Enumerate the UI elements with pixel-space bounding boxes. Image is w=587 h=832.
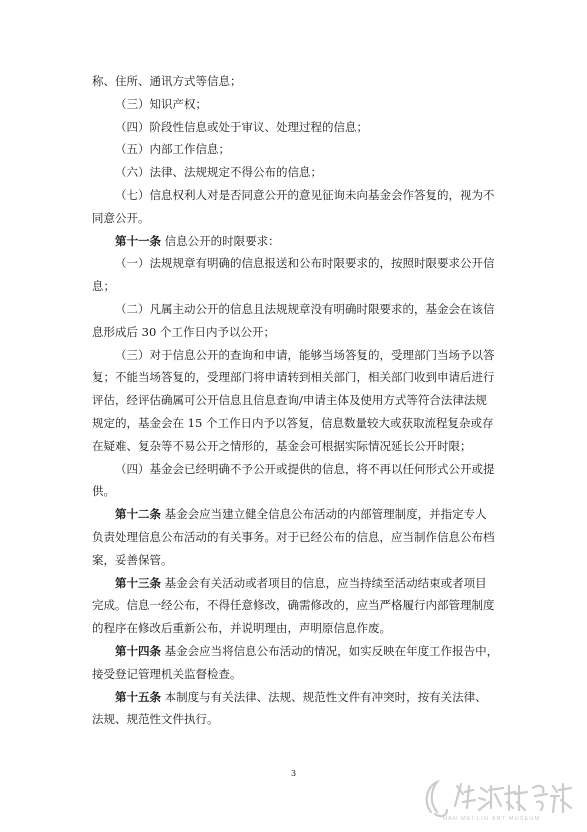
text-line bbox=[92, 663, 512, 686]
text-line bbox=[92, 640, 512, 663]
text-line bbox=[92, 70, 512, 93]
line-text: （五）内部工作信息； bbox=[115, 142, 230, 157]
text-line bbox=[92, 184, 512, 207]
text-line bbox=[92, 480, 512, 503]
text-line bbox=[92, 116, 512, 139]
line-text: 供。 bbox=[92, 484, 115, 499]
line-text: （七）信息权利人对是否同意公开的意见征询未向基金会作答复的，视为不 bbox=[115, 187, 495, 202]
line-text: 基金会应当将信息公布活动的情况，如实反映在年度工作报告中， bbox=[164, 643, 499, 658]
line-text: 复；不能当场答复的，受理部门将申请转到相关部门，相关部门收到申请后进行 bbox=[92, 370, 495, 385]
line-text: （六）法律、法规规定不得公布的信息； bbox=[115, 165, 322, 180]
text-line bbox=[92, 138, 512, 161]
line-text: 完成。信息一经公布，不得任意修改，确需修改的，应当严格履行内部管理制度 bbox=[92, 598, 495, 613]
line-text: 息； bbox=[92, 279, 115, 294]
text-line bbox=[92, 435, 512, 458]
line-text: （四）基金会已经明确不予公开或提供的信息，将不再以任何形式公开或提 bbox=[115, 461, 495, 476]
text-line bbox=[92, 389, 512, 412]
line-text: 信息公开的时限要求： bbox=[164, 233, 280, 248]
line-text: 法规、规范性文件执行。 bbox=[92, 712, 219, 727]
text-line bbox=[92, 230, 512, 253]
text-line bbox=[92, 344, 512, 367]
line-text: 负责处理信息公布活动的有关事务。对于已经公布的信息，应当制作信息公布档 bbox=[92, 529, 495, 544]
text-line bbox=[92, 686, 512, 709]
text-line bbox=[92, 161, 512, 184]
text-line bbox=[92, 93, 512, 116]
line-text: 规定的，基金会在 15 个工作日内予以答复，信息数量较大或获取流程复杂或存 bbox=[92, 415, 494, 430]
line-text: 基金会有关活动或者项目的信息，应当持续至活动结束或者项目 bbox=[164, 575, 487, 590]
line-text: 评估，经评估确属可公开信息且信息查询/申请主体及使用方式等符合法律法规 bbox=[92, 393, 487, 408]
text-line bbox=[92, 321, 512, 344]
line-text: （三）知识产权； bbox=[115, 96, 207, 111]
document-body bbox=[92, 70, 512, 731]
text-line bbox=[92, 412, 512, 435]
line-text: 息形成后 30 个工作日内予以公开； bbox=[92, 324, 275, 339]
text-line bbox=[92, 207, 512, 230]
text-line bbox=[92, 617, 512, 640]
line-text: （四）阶段性信息或处于审议、处理过程的信息； bbox=[115, 119, 368, 134]
text-line bbox=[92, 594, 512, 617]
article-heading: 第十四条 bbox=[115, 643, 161, 658]
line-text: （三）对于信息公开的查询和申请，能够当场答复的，受理部门当场予以答 bbox=[115, 347, 495, 362]
text-line bbox=[92, 708, 512, 731]
line-text: 同意公开。 bbox=[92, 210, 150, 225]
article-heading: 第十五条 bbox=[115, 689, 161, 704]
text-line bbox=[92, 252, 512, 275]
line-text: 案，妥善保管。 bbox=[92, 552, 173, 567]
line-text: 在疑难、复杂等不易公开之情形的，基金会可根据实际情况延长公开时限； bbox=[92, 438, 472, 453]
line-text: （二）凡属主动公开的信息且法规规章没有明确时限要求的，基金会在该信 bbox=[115, 301, 495, 316]
article-heading: 第十一条 bbox=[115, 233, 161, 248]
line-text: （一）法规规章有明确的信息报送和公布时限要求的，按照时限要求公开信 bbox=[115, 256, 495, 271]
page-number: 3 bbox=[290, 769, 297, 778]
article-heading: 第十二条 bbox=[115, 507, 161, 522]
text-line bbox=[92, 572, 512, 595]
text-line bbox=[92, 275, 512, 298]
watermark-text: HAN MEI LIN ART MUSEUM bbox=[443, 816, 541, 822]
article-heading: 第十三条 bbox=[115, 575, 161, 590]
line-text: 接受登记管理机关监督检查。 bbox=[92, 666, 242, 681]
line-text: 称、住所、通讯方式等信息； bbox=[92, 74, 242, 88]
text-line bbox=[92, 458, 512, 481]
museum-watermark-logo bbox=[417, 772, 577, 828]
text-line bbox=[92, 526, 512, 549]
text-line bbox=[92, 298, 512, 321]
text-line bbox=[92, 503, 512, 526]
text-line bbox=[92, 366, 512, 389]
line-text: 本制度与有关法律、法规、规范性文件有冲突时，按有关法律、 bbox=[164, 689, 487, 704]
line-text: 基金会应当建立健全信息公布活动的内部管理制度，并指定专人 bbox=[164, 507, 487, 522]
line-text: 的程序在修改后重新公布，并说明理由，声明原信息作废。 bbox=[92, 621, 391, 636]
text-line bbox=[92, 549, 512, 572]
